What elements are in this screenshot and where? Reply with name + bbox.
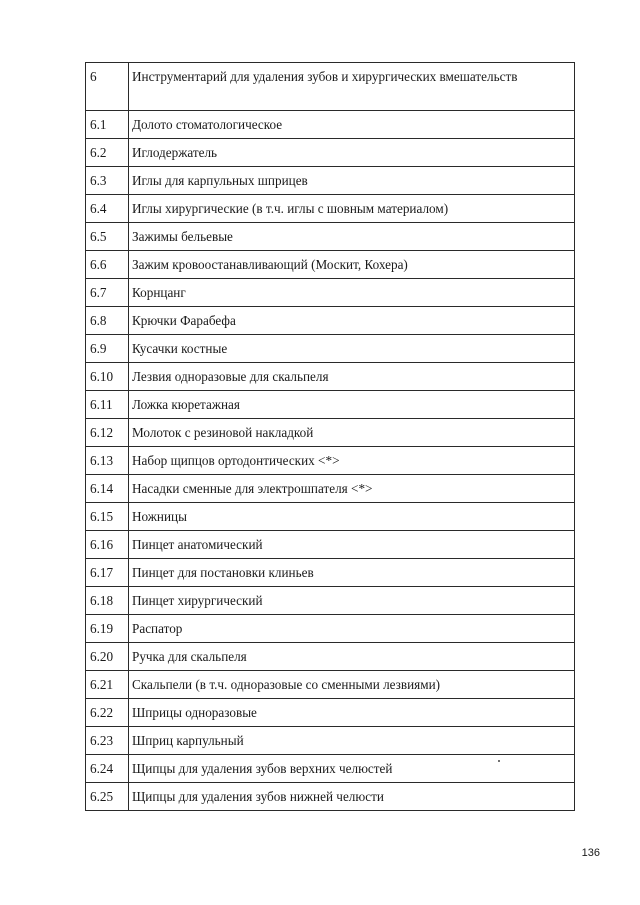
table-row: [86, 475, 575, 503]
item-number: 6.12: [86, 419, 129, 447]
section-title: Инструментарий для удаления зубов и хирургических вмешательств: [129, 63, 575, 111]
table-row: [86, 671, 575, 699]
item-number: 6.7: [86, 279, 129, 307]
table-row: [86, 335, 575, 363]
item-number: 6.19: [86, 615, 129, 643]
item-number: 6.11: [86, 391, 129, 419]
item-number: 6.13: [86, 447, 129, 475]
table-row: [86, 727, 575, 755]
table-row: [86, 391, 575, 419]
item-name: Зажимы бельевые: [129, 223, 575, 251]
item-number: 6.3: [86, 167, 129, 195]
equipment-table-body: [86, 63, 575, 811]
section-row: [86, 63, 575, 111]
item-name: Пинцет хирургический: [129, 587, 575, 615]
equipment-table: [85, 62, 575, 811]
item-name: Зажим кровоостанавливающий (Москит, Кохера): [129, 251, 575, 279]
item-name: Щипцы для удаления зубов верхних челюстей: [129, 755, 575, 783]
table-row: [86, 251, 575, 279]
item-name: Шприцы одноразовые: [129, 699, 575, 727]
table-row: [86, 531, 575, 559]
item-name: Иглы для карпульных шприцев: [129, 167, 575, 195]
item-number: 6.25: [86, 783, 129, 811]
item-number: 6.2: [86, 139, 129, 167]
item-name: Пинцет анатомический: [129, 531, 575, 559]
table-row: [86, 755, 575, 783]
item-number: 6.22: [86, 699, 129, 727]
item-name: Набор щипцов ортодонтических <*>: [129, 447, 575, 475]
item-number: 6.9: [86, 335, 129, 363]
item-number: 6.20: [86, 643, 129, 671]
item-name: Ложка кюретажная: [129, 391, 575, 419]
table-row: [86, 503, 575, 531]
item-name: Лезвия одноразовые для скальпеля: [129, 363, 575, 391]
item-number: 6.10: [86, 363, 129, 391]
table-row: [86, 223, 575, 251]
table-row: [86, 139, 575, 167]
table-row: [86, 363, 575, 391]
page-number: 136: [581, 847, 600, 859]
table-row: [86, 699, 575, 727]
item-name: Крючки Фарабефа: [129, 307, 575, 335]
item-number: 6.8: [86, 307, 129, 335]
table-row: [86, 111, 575, 139]
item-name: Шприц карпульный: [129, 727, 575, 755]
item-name: Долото стоматологическое: [129, 111, 575, 139]
item-number: 6.18: [86, 587, 129, 615]
table-row: [86, 447, 575, 475]
item-name: Щипцы для удаления зубов нижней челюсти: [129, 783, 575, 811]
item-name: Иглы хирургические (в т.ч. иглы с шовным материалом): [129, 195, 575, 223]
table-row: [86, 559, 575, 587]
item-name: Пинцет для постановки клиньев: [129, 559, 575, 587]
item-name: Корнцанг: [129, 279, 575, 307]
item-name: Иглодержатель: [129, 139, 575, 167]
item-name: Молоток с резиновой накладкой: [129, 419, 575, 447]
item-number: 6.17: [86, 559, 129, 587]
table-row: [86, 643, 575, 671]
item-name: Скальпели (в т.ч. одноразовые со сменными лезвиями): [129, 671, 575, 699]
item-number: 6.5: [86, 223, 129, 251]
item-name: Кусачки костные: [129, 335, 575, 363]
item-name: Ножницы: [129, 503, 575, 531]
item-number: 6.15: [86, 503, 129, 531]
table-row: [86, 279, 575, 307]
table-row: [86, 783, 575, 811]
item-number: 6.16: [86, 531, 129, 559]
item-number: 6.23: [86, 727, 129, 755]
scan-speck: [498, 760, 500, 762]
item-number: 6.24: [86, 755, 129, 783]
item-number: 6.1: [86, 111, 129, 139]
table-row: [86, 195, 575, 223]
section-number: 6: [86, 63, 129, 111]
item-name: Ручка для скальпеля: [129, 643, 575, 671]
item-number: 6.14: [86, 475, 129, 503]
table-row: [86, 615, 575, 643]
table-row: [86, 419, 575, 447]
item-number: 6.21: [86, 671, 129, 699]
item-name: Насадки сменные для электрошпателя <*>: [129, 475, 575, 503]
table-row: [86, 307, 575, 335]
item-name: Распатор: [129, 615, 575, 643]
table-row: [86, 587, 575, 615]
item-number: 6.6: [86, 251, 129, 279]
item-number: 6.4: [86, 195, 129, 223]
table-row: [86, 167, 575, 195]
